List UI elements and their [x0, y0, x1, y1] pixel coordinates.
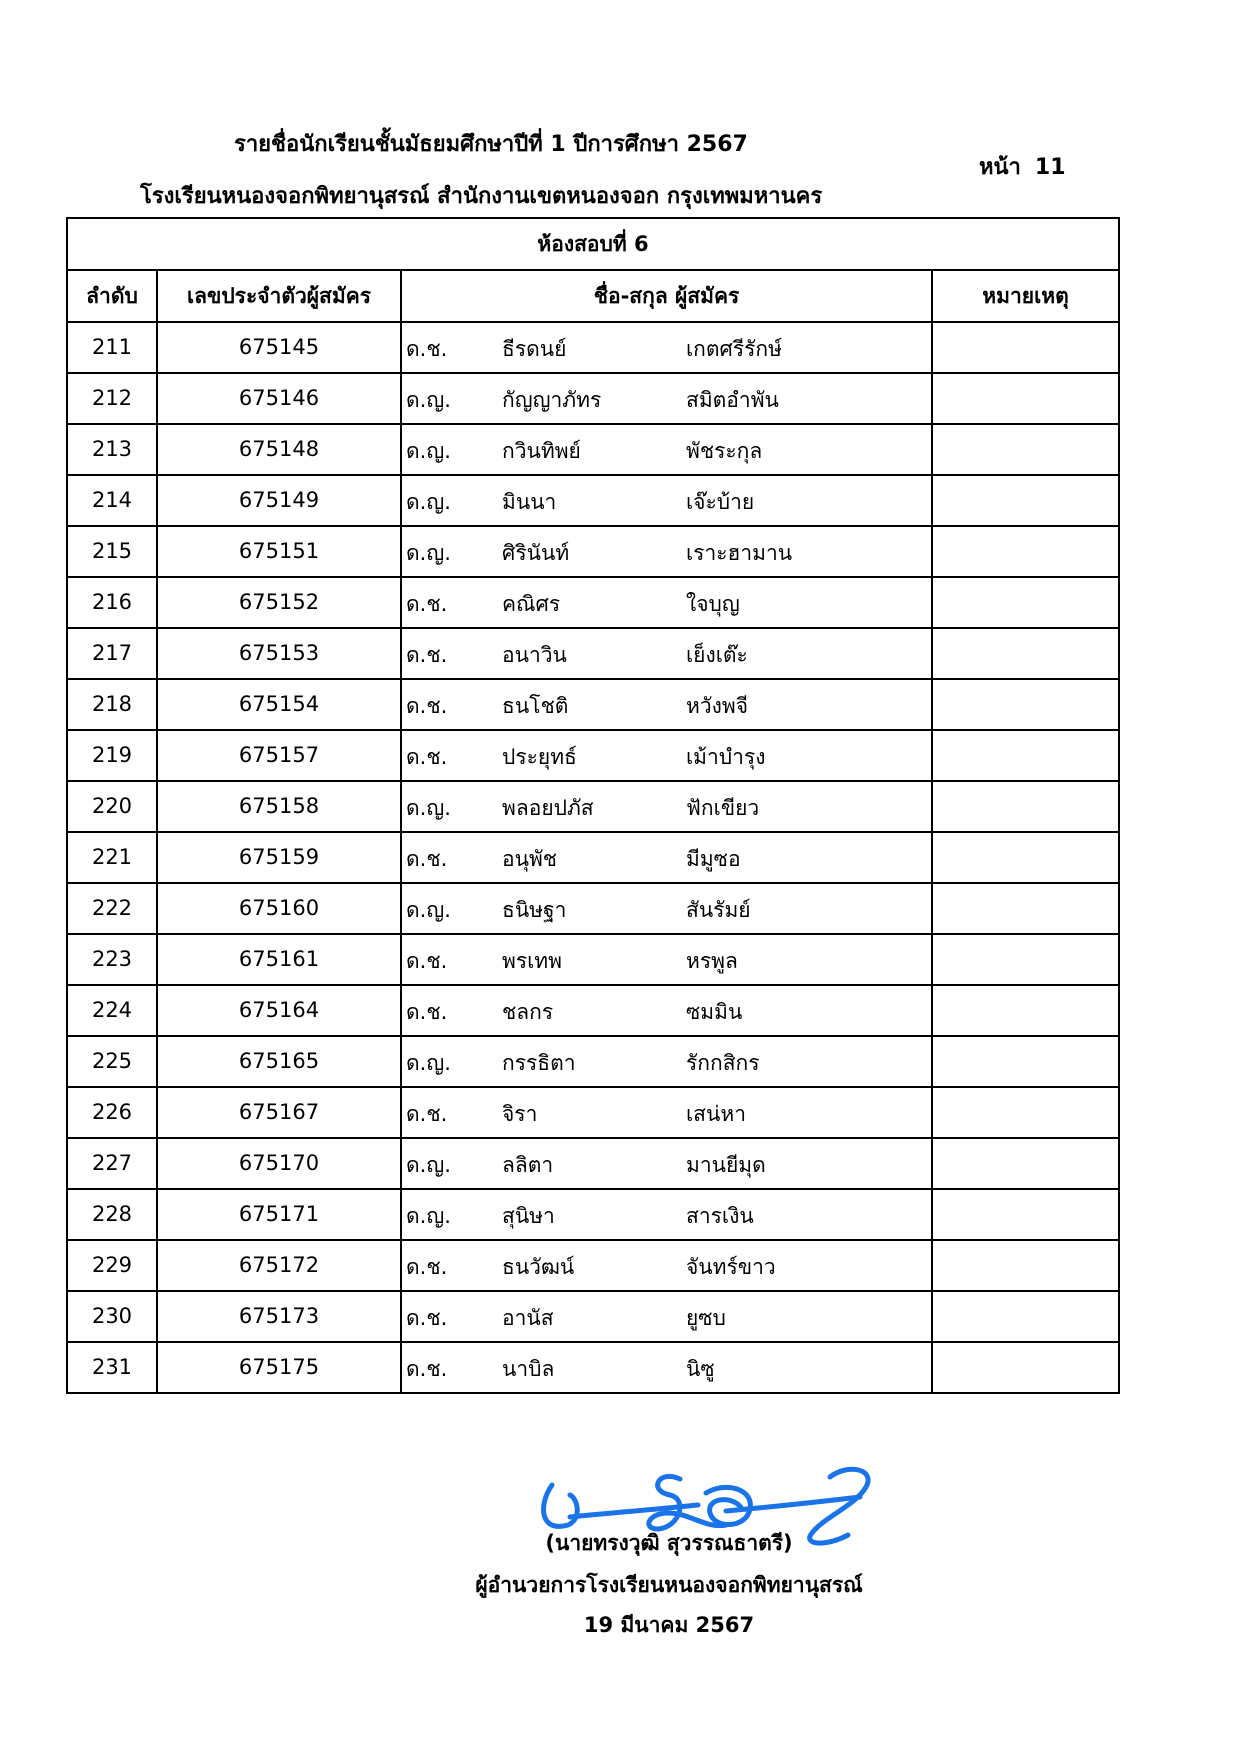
row-first-name: อนุพัช [502, 847, 558, 871]
row-seq: 211 [67, 322, 157, 373]
row-last-name: เกตศรีรักษ์ [686, 337, 782, 361]
table-row [67, 1036, 1119, 1087]
row-applicant-id: 675160 [157, 883, 401, 934]
column-header-row [67, 270, 1119, 322]
room-title: ห้องสอบที่ 6 [67, 218, 1119, 270]
row-full-name [401, 730, 932, 781]
row-last-name: ยูซบ [686, 1306, 726, 1330]
row-last-name: เสน่หา [686, 1102, 746, 1126]
row-remark [932, 1240, 1119, 1291]
row-first-name: จิรา [502, 1102, 538, 1126]
row-last-name: สารเงิน [686, 1204, 754, 1228]
row-last-name: สันรัมย์ [686, 898, 751, 922]
row-first-name: ประยุทธ์ [502, 745, 577, 769]
table-row [67, 1240, 1119, 1291]
signature-stroke [810, 1469, 868, 1543]
row-applicant-id: 675161 [157, 934, 401, 985]
page-label: หน้า [979, 155, 1021, 180]
row-seq: 216 [67, 577, 157, 628]
row-last-name: รักกสิกร [686, 1051, 760, 1075]
table-row [67, 934, 1119, 985]
row-first-name: มินนา [502, 490, 557, 514]
row-full-name [401, 934, 932, 985]
school-subtitle: โรงเรียนหนองจอกพิทยานุสรณ์ สำนักงานเขตหนองจอก กรุงเทพมหานคร [140, 184, 823, 209]
row-full-name [401, 1189, 932, 1240]
row-prefix: ด.ญ. [406, 439, 451, 463]
row-remark [932, 424, 1119, 475]
row-prefix: ด.ญ. [406, 490, 451, 514]
row-remark [932, 1087, 1119, 1138]
row-last-name: หรพูล [686, 949, 738, 973]
row-first-name: ธีรดนย์ [502, 337, 567, 361]
row-first-name: ธนโชติ [502, 694, 569, 718]
row-seq: 221 [67, 832, 157, 883]
row-full-name [401, 1342, 932, 1393]
row-applicant-id: 675148 [157, 424, 401, 475]
row-prefix: ด.ช. [406, 847, 448, 871]
row-seq: 212 [67, 373, 157, 424]
row-full-name [401, 1087, 932, 1138]
row-seq: 231 [67, 1342, 157, 1393]
signing-date: 19 มีนาคม 2567 [583, 1613, 755, 1637]
row-applicant-id: 675149 [157, 475, 401, 526]
row-last-name: ซมมิน [686, 1000, 743, 1024]
row-applicant-id: 675173 [157, 1291, 401, 1342]
table-row [67, 322, 1119, 373]
row-prefix: ด.ช. [406, 643, 448, 667]
table-row [67, 883, 1119, 934]
row-applicant-id: 675153 [157, 628, 401, 679]
row-first-name: สุนิษา [502, 1204, 555, 1228]
row-first-name: กวินทิพย์ [502, 439, 581, 463]
row-prefix: ด.ช. [406, 337, 448, 361]
row-last-name: จันทร์ขาว [686, 1255, 776, 1279]
row-prefix: ด.ช. [406, 949, 448, 973]
row-remark [932, 1036, 1119, 1087]
row-remark [932, 475, 1119, 526]
row-seq: 228 [67, 1189, 157, 1240]
row-first-name: นาบิล [502, 1357, 555, 1381]
row-remark [932, 322, 1119, 373]
row-last-name: มีมูซอ [686, 847, 741, 871]
row-last-name: นิซู [686, 1357, 715, 1381]
row-applicant-id: 675172 [157, 1240, 401, 1291]
row-applicant-id: 675158 [157, 781, 401, 832]
row-last-name: มานยีมุด [686, 1153, 766, 1177]
row-seq: 213 [67, 424, 157, 475]
col-header-applicant-id: เลขประจำตัวผู้สมัคร [157, 270, 401, 322]
table-row [67, 985, 1119, 1036]
row-seq: 227 [67, 1138, 157, 1189]
row-seq: 230 [67, 1291, 157, 1342]
row-remark [932, 934, 1119, 985]
table-row [67, 1189, 1119, 1240]
row-seq: 219 [67, 730, 157, 781]
row-full-name [401, 679, 932, 730]
row-prefix: ด.ญ. [406, 1204, 451, 1228]
table-row [67, 730, 1119, 781]
row-applicant-id: 675171 [157, 1189, 401, 1240]
student-roster-table [66, 217, 1120, 1394]
row-prefix: ด.ญ. [406, 898, 451, 922]
row-applicant-id: 675165 [157, 1036, 401, 1087]
row-full-name [401, 781, 932, 832]
row-remark [932, 373, 1119, 424]
row-remark [932, 679, 1119, 730]
row-prefix: ด.ช. [406, 592, 448, 616]
table-row [67, 781, 1119, 832]
row-full-name [401, 1291, 932, 1342]
row-full-name [401, 373, 932, 424]
row-prefix: ด.ช. [406, 1255, 448, 1279]
row-first-name: กัญญาภัทร [502, 388, 602, 412]
row-full-name [401, 526, 932, 577]
row-last-name: ใจบุญ [686, 592, 740, 616]
row-applicant-id: 675170 [157, 1138, 401, 1189]
signer-title: ผู้อำนวยการโรงเรียนหนองจอกพิทยานุสรณ์ [475, 1573, 863, 1597]
row-prefix: ด.ญ. [406, 541, 451, 565]
row-full-name [401, 577, 932, 628]
table-row [67, 577, 1119, 628]
row-first-name: อานัส [502, 1306, 554, 1330]
row-full-name [401, 832, 932, 883]
row-prefix: ด.ญ. [406, 1153, 451, 1177]
page-number: 11 [1034, 155, 1066, 180]
row-seq: 229 [67, 1240, 157, 1291]
table-row [67, 526, 1119, 577]
row-remark [932, 883, 1119, 934]
row-full-name [401, 985, 932, 1036]
row-applicant-id: 675152 [157, 577, 401, 628]
row-seq: 226 [67, 1087, 157, 1138]
row-applicant-id: 675175 [157, 1342, 401, 1393]
page-indicator [979, 157, 1066, 179]
row-seq: 224 [67, 985, 157, 1036]
roster-body [67, 322, 1119, 1393]
row-last-name: พัชระกุล [686, 439, 763, 463]
row-remark [932, 628, 1119, 679]
row-applicant-id: 675146 [157, 373, 401, 424]
table-row [67, 832, 1119, 883]
row-first-name: กรรธิตา [502, 1051, 576, 1075]
row-seq: 220 [67, 781, 157, 832]
row-prefix: ด.ช. [406, 1102, 448, 1126]
row-prefix: ด.ช. [406, 745, 448, 769]
row-last-name: เจ๊ะบ้าย [686, 490, 755, 514]
row-applicant-id: 675164 [157, 985, 401, 1036]
row-seq: 217 [67, 628, 157, 679]
row-last-name: เย็งเต๊ะ [686, 643, 748, 667]
row-first-name: พลอยปภัส [502, 796, 594, 820]
row-full-name [401, 628, 932, 679]
row-applicant-id: 675145 [157, 322, 401, 373]
document-title: รายชื่อนักเรียนชั้นมัธยมศึกษาปีที่ 1 ปีการศึกษา 2567 [234, 132, 748, 157]
row-prefix: ด.ช. [406, 694, 448, 718]
row-seq: 214 [67, 475, 157, 526]
row-last-name: หวังพจี [686, 694, 749, 718]
row-remark [932, 781, 1119, 832]
table-row [67, 424, 1119, 475]
row-remark [932, 1342, 1119, 1393]
table-row [67, 679, 1119, 730]
row-last-name: เม้าบำรุง [686, 745, 766, 769]
row-full-name [401, 1138, 932, 1189]
row-prefix: ด.ญ. [406, 1051, 451, 1075]
row-full-name [401, 475, 932, 526]
row-first-name: ชลกร [502, 1000, 554, 1024]
row-last-name: สมิตอำพัน [686, 388, 779, 412]
row-first-name: พรเทพ [502, 949, 562, 973]
table-row [67, 373, 1119, 424]
row-first-name: คณิศร [502, 592, 561, 616]
row-full-name [401, 1240, 932, 1291]
col-header-remark: หมายเหตุ [932, 270, 1119, 322]
row-prefix: ด.ญ. [406, 388, 451, 412]
row-last-name: เราะฮามาน [686, 541, 793, 565]
table-row [67, 628, 1119, 679]
row-prefix: ด.ช. [406, 1357, 448, 1381]
row-seq: 225 [67, 1036, 157, 1087]
row-seq: 215 [67, 526, 157, 577]
row-last-name: ฟักเขียว [686, 796, 760, 820]
row-applicant-id: 675154 [157, 679, 401, 730]
row-first-name: อนาวิน [502, 643, 567, 667]
row-full-name [401, 424, 932, 475]
row-first-name: ธนิษฐา [502, 898, 567, 922]
row-remark [932, 832, 1119, 883]
row-applicant-id: 675167 [157, 1087, 401, 1138]
row-applicant-id: 675159 [157, 832, 401, 883]
row-full-name [401, 1036, 932, 1087]
table-row [67, 1138, 1119, 1189]
table-row [67, 1291, 1119, 1342]
row-remark [932, 1189, 1119, 1240]
row-first-name: ลลิตา [502, 1153, 554, 1177]
row-full-name [401, 883, 932, 934]
table-row [67, 475, 1119, 526]
table-row [67, 1087, 1119, 1138]
row-first-name: ธนวัฒน์ [502, 1255, 575, 1279]
signature-stroke [544, 1485, 578, 1526]
row-applicant-id: 675151 [157, 526, 401, 577]
col-header-name: ชื่อ-สกุล ผู้สมัคร [401, 270, 932, 322]
row-remark [932, 985, 1119, 1036]
row-applicant-id: 675157 [157, 730, 401, 781]
row-remark [932, 577, 1119, 628]
row-seq: 223 [67, 934, 157, 985]
signature-stroke [706, 1487, 750, 1524]
row-remark [932, 1138, 1119, 1189]
col-header-seq: ลำดับ [67, 270, 157, 322]
row-remark [932, 1291, 1119, 1342]
row-full-name [401, 322, 932, 373]
row-remark [932, 526, 1119, 577]
row-prefix: ด.ญ. [406, 796, 451, 820]
row-prefix: ด.ช. [406, 1306, 448, 1330]
room-title-row [67, 218, 1119, 270]
row-first-name: ศิรินันท์ [502, 541, 570, 565]
row-seq: 222 [67, 883, 157, 934]
table-row [67, 1342, 1119, 1393]
row-prefix: ด.ช. [406, 1000, 448, 1024]
row-remark [932, 730, 1119, 781]
row-seq: 218 [67, 679, 157, 730]
signer-name: (นายทรงวุฒิ สุวรรณธาตรี) [545, 1531, 793, 1555]
